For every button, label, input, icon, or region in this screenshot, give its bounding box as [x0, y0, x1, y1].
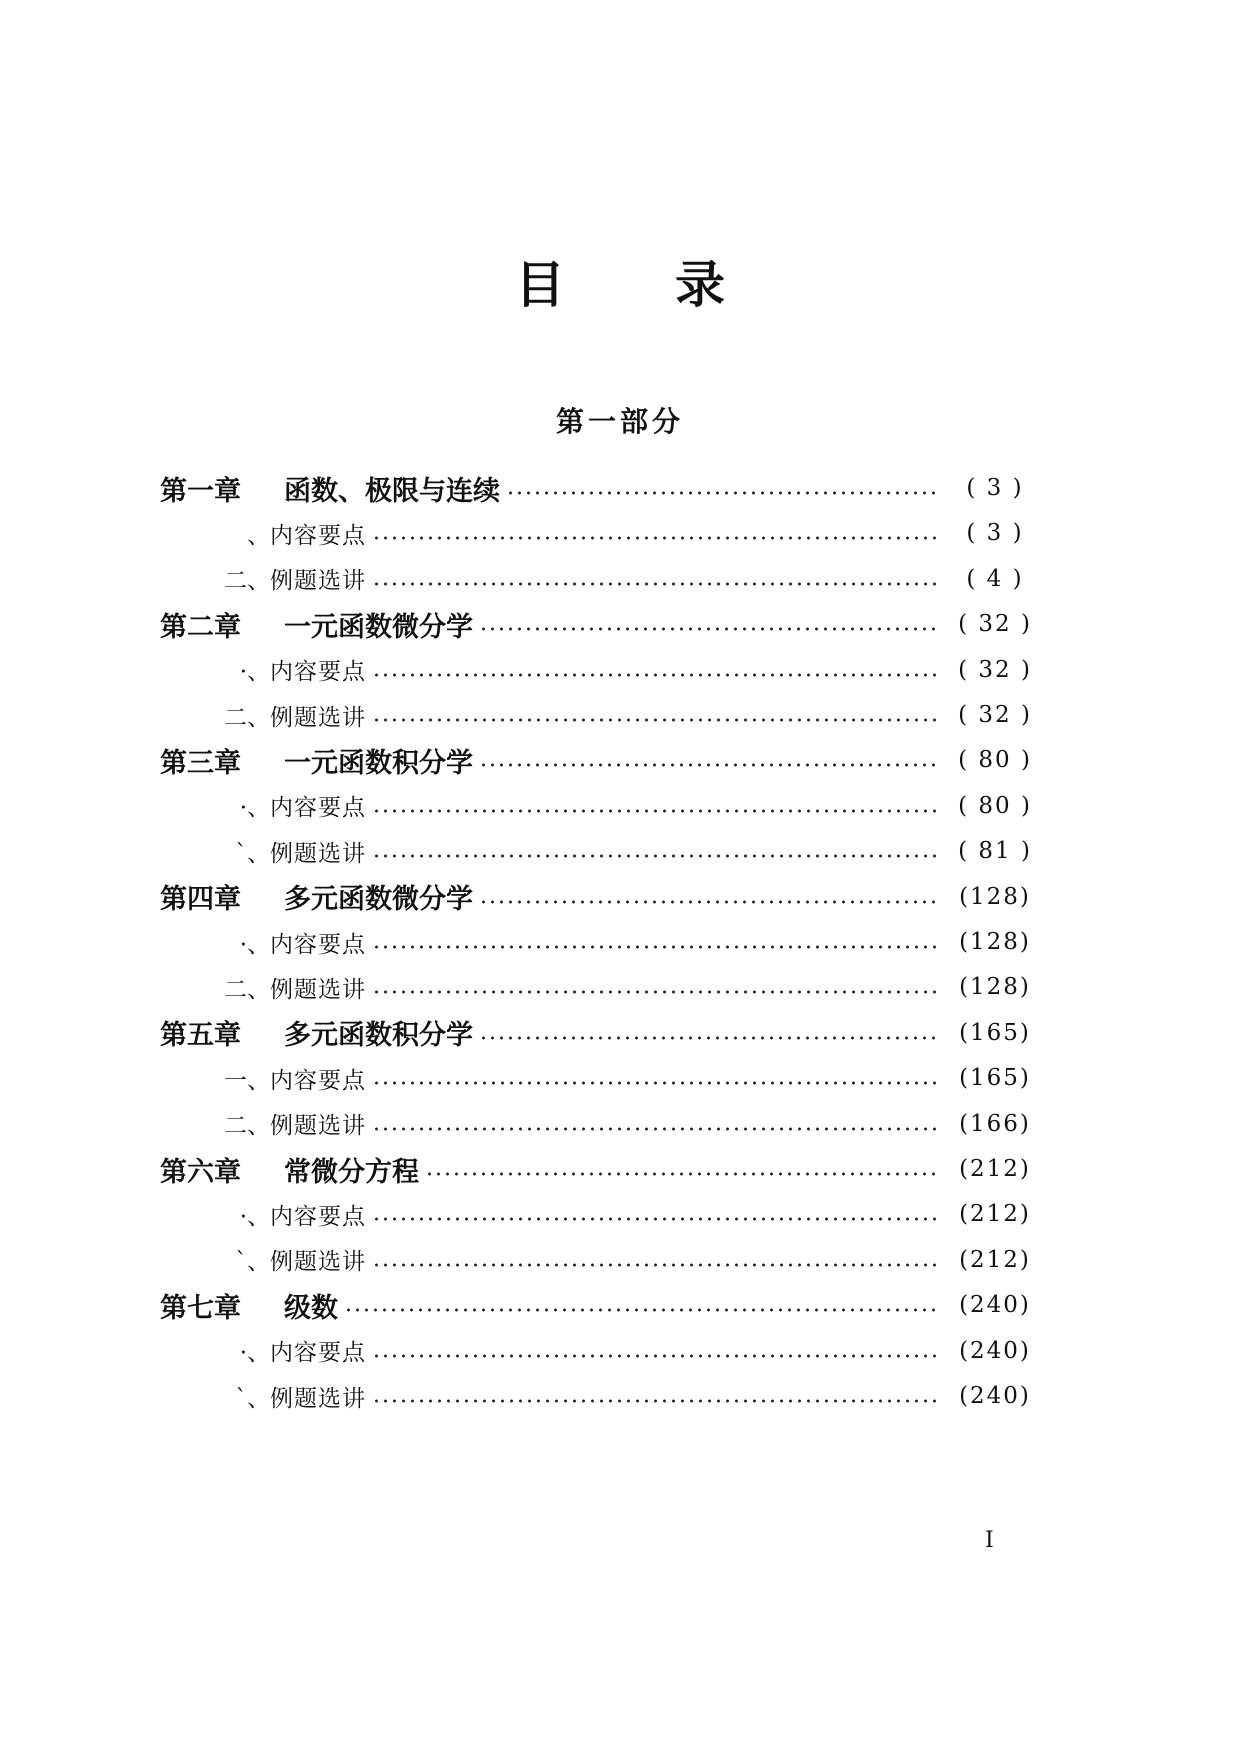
entry-title: 内容要点: [270, 659, 366, 686]
dot-leader: [479, 763, 941, 767]
entry-page: (165): [959, 1019, 1031, 1046]
entry-page: (212): [959, 1246, 1031, 1273]
toc-entry[interactable]: [160, 831, 1035, 871]
toc-entry[interactable]: [160, 1285, 1035, 1325]
dot-leader: [344, 1308, 941, 1312]
dot-leader: [372, 1127, 941, 1131]
toc-entry[interactable]: [160, 559, 1035, 599]
toc-entry[interactable]: [160, 650, 1035, 690]
dot-leader: [372, 1081, 941, 1085]
entry-title: 内容要点: [270, 1340, 366, 1367]
dot-leader: [372, 718, 941, 722]
dot-leader: [372, 1263, 941, 1267]
entry-page: (165): [959, 1065, 1031, 1092]
entry-number: ·、: [239, 1203, 270, 1230]
entry-page: (128): [959, 974, 1031, 1001]
entry-page: ( 80 ): [958, 792, 1032, 819]
entry-page: (240): [959, 1337, 1031, 1364]
toc-entry[interactable]: [160, 1149, 1035, 1189]
entry-page: ( 3 ): [966, 475, 1024, 501]
entry-number: 第四章: [160, 884, 241, 916]
entry-title: 多元函数积分学: [284, 1020, 473, 1052]
entry-title: 一元函数积分学: [284, 747, 473, 779]
entry-page: (240): [959, 1383, 1031, 1409]
entry-number: 、: [247, 522, 270, 549]
dot-leader: [372, 1217, 941, 1221]
toc-entry[interactable]: [160, 695, 1035, 735]
toc-entry[interactable]: [160, 1194, 1035, 1234]
entry-page: (240): [959, 1292, 1031, 1319]
toc-entry[interactable]: [160, 1240, 1035, 1280]
entry-title: 级数: [284, 1292, 338, 1324]
entry-number: 第二章: [160, 611, 241, 643]
entry-number: ·、: [239, 1340, 270, 1367]
entry-number: ˋ、: [235, 1385, 270, 1412]
entry-page: (128): [959, 929, 1031, 955]
entry-title: 例题选讲: [270, 840, 366, 867]
entry-page: ( 32 ): [958, 611, 1032, 638]
entry-page: ( 3 ): [966, 520, 1024, 547]
toc-entry[interactable]: [160, 786, 1035, 826]
entry-title: 常微分方程: [284, 1156, 419, 1188]
entry-page: (166): [959, 1110, 1031, 1137]
toc-entry[interactable]: [160, 1376, 1035, 1416]
entry-title: 例题选讲: [270, 704, 366, 731]
dot-leader: [425, 1172, 941, 1176]
entry-page: ( 81 ): [958, 838, 1032, 865]
entry-number: 第五章: [160, 1020, 241, 1052]
entry-title: 内容要点: [270, 795, 366, 822]
dot-leader: [372, 536, 941, 540]
dot-leader: [372, 945, 941, 949]
entry-number: ˋ、: [235, 1249, 270, 1276]
entry-title: 内容要点: [270, 1067, 366, 1094]
toc-entry[interactable]: [160, 604, 1035, 644]
toc-entry[interactable]: [160, 1013, 1035, 1053]
dot-leader: [479, 900, 941, 904]
toc-entry[interactable]: [160, 513, 1035, 553]
entry-number: 二、: [224, 976, 270, 1003]
toc-entry[interactable]: [160, 922, 1035, 962]
entry-number: 第六章: [160, 1156, 241, 1188]
entry-title: 多元函数微分学: [284, 884, 473, 916]
dot-leader: [479, 627, 941, 631]
page-number: I: [985, 1528, 994, 1553]
entry-number: 一、: [224, 1067, 270, 1094]
entry-page: (128): [959, 883, 1031, 910]
dot-leader: [372, 1399, 941, 1403]
toc-entry[interactable]: [160, 1058, 1035, 1098]
entry-page: ( 4 ): [966, 565, 1024, 592]
entry-page: (212): [959, 1156, 1031, 1182]
entry-number: 第一章: [160, 475, 241, 507]
toc-entry[interactable]: [160, 967, 1035, 1007]
entry-number: 第三章: [160, 747, 241, 779]
toc-entry[interactable]: [160, 468, 1035, 508]
entry-page: ( 32 ): [958, 702, 1032, 728]
entry-title: 例题选讲: [270, 568, 366, 595]
entry-title: 例题选讲: [270, 1385, 366, 1412]
entry-page: ( 32 ): [958, 656, 1032, 683]
entry-number: ˋ、: [235, 840, 270, 867]
entry-page: (212): [959, 1201, 1031, 1228]
entry-title: 例题选讲: [270, 1113, 366, 1140]
entry-number: 二、: [224, 1113, 270, 1140]
entry-title: 内容要点: [270, 931, 366, 958]
dot-leader: [372, 582, 941, 586]
toc-entry[interactable]: [160, 877, 1035, 917]
dot-leader: [372, 990, 941, 994]
dot-leader: [372, 854, 941, 858]
entry-title: 例题选讲: [270, 1249, 366, 1276]
toc-entry[interactable]: [160, 740, 1035, 780]
dot-leader: [479, 1036, 941, 1040]
dot-leader: [506, 491, 941, 495]
entry-number: 二、: [224, 704, 270, 731]
entry-title: 一元函数微分学: [284, 611, 473, 643]
entry-number: ·、: [239, 659, 270, 686]
entry-title: 例题选讲: [270, 976, 366, 1003]
table-of-contents: [0, 468, 1240, 1428]
entry-number: 第七章: [160, 1292, 241, 1324]
entry-number: 二、: [224, 568, 270, 595]
dot-leader: [372, 673, 941, 677]
entry-number: ·、: [239, 795, 270, 822]
part-heading: 第一部分: [555, 405, 684, 438]
entry-page: ( 80 ): [958, 747, 1032, 774]
entry-title: 内容要点: [270, 1203, 366, 1230]
dot-leader: [372, 809, 941, 813]
entry-title: 函数、极限与连续: [284, 475, 500, 507]
entry-number: ·、: [239, 931, 270, 958]
page-title: 目录: [515, 256, 835, 314]
dot-leader: [372, 1354, 941, 1358]
toc-entry[interactable]: [160, 1331, 1035, 1371]
entry-title: 内容要点: [270, 522, 366, 549]
toc-entry[interactable]: [160, 1104, 1035, 1144]
